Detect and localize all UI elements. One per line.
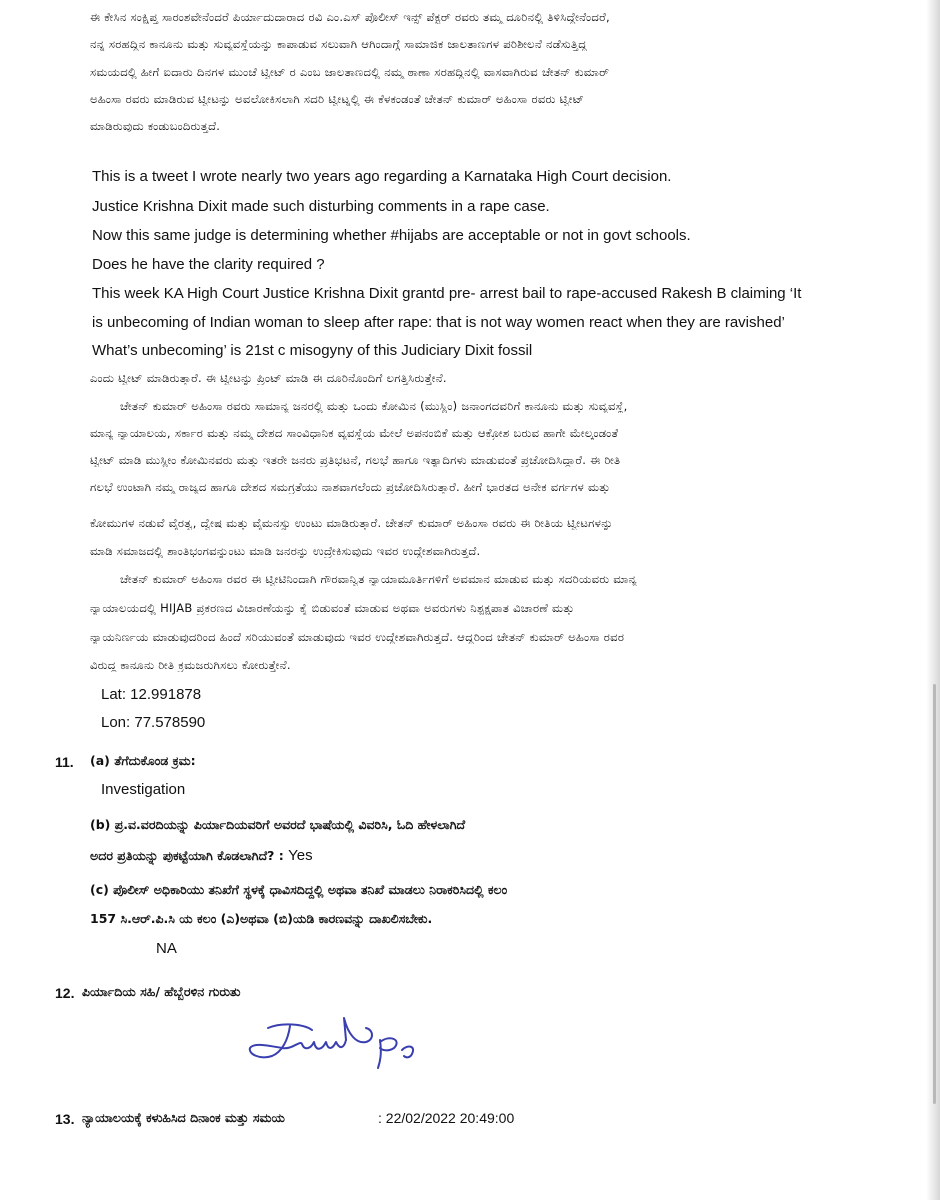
section-11b-label: (b) ಪ್ರ.ವ.ವರದಿಯನ್ನು ಪಿರ್ಯಾದಿಯವರಿಗೆ ಅವರದೆ ಭಾಷೆಯಲ್ಲಿ ವಿವರಿಸಿ, ಓದಿ ಹೇಳಲಾಗಿದೆ xyxy=(90,817,466,832)
section-11c-label-2: 157 ಸಿ.ಆರ್.ಪಿ.ಸಿ ಯ ಕಲಂ (ಎ)ಅಥವಾ (ಬಿ)ಯಡಿ ಕಾರಣವನ್ನು ದಾಖಲಿಸಬೇಕು. xyxy=(90,911,433,926)
tweet-text-line: Now this same judge is determining whether #hijabs are acceptable or not in govt schools. xyxy=(92,227,691,244)
section-11a-value: Investigation xyxy=(101,781,186,798)
section-11b-value: Yes xyxy=(288,847,313,864)
complainant-signature xyxy=(230,1010,430,1080)
latitude: Lat: 12.991878 xyxy=(101,686,202,703)
signature-strokes xyxy=(250,1018,413,1068)
section-11c-value: NA xyxy=(156,940,177,957)
kannada-para2-line: ಗಲಭೆ ಉಂಟಾಗಿ ನಮ್ಮ ರಾಜ್ಯದ ಹಾಗೂ ದೇಶದ ಸಮಗ್ರತೆಯು ನಾಶವಾಗಲೆಂದು ಪ್ರಚೋದಿಸಿರುತ್ತಾರೆ. ಹೀಗೆ ಭಾರತದ ಅನೇಕ ವರ್ಗಗಳ ಮತ್ತು xyxy=(90,482,611,494)
kannada-para3-line: ವಿರುದ್ಧ ಕಾನೂನು ರೀತಿ ಕ್ರಮಜರುಗಿಸಲು ಕೋರುತ್ತೇನೆ. xyxy=(90,660,291,672)
kannada-intro-line: ಈ ಕೇಸಿನ ಸಂಕ್ಷಿಪ್ತ ಸಾರಂಶವೇನೆಂದರೆ ಪಿರ್ಯಾದುದಾರಾದ ರವಿ ಎಂ.ಎಸ್ ಪೊಲೀಸ್ ಇನ್ಸ್ ಪೆಕ್ಟರ್ ರವರು ತಮ್ಮ ದೂರಿನಲ್ಲಿ ತಿಳಿಸಿದ್ದೇನೆಂದರೆ, xyxy=(90,12,610,24)
tweet-text-line: is unbecoming of Indian woman to sleep after rape: that is not way women react when they are ravished’ xyxy=(92,314,785,331)
kannada-para2-line: ಟ್ವೀಟ್ ಮಾಡಿ ಮುಸ್ಲೀಂ ಕೋಮಿನವರು ಮತ್ತು ಇತರೇ ಜನರು ಪ್ರತಿಭಟನೆ, ಗಲಭೆ ಹಾಗೂ ಇತ್ಯಾದಿಗಳು ಮಾಡುವಂತೆ ಪ್ರಚೋದಿಸಿದ್ದಾರೆ. ಈ ರೀತಿ xyxy=(90,455,621,467)
section-13-value: : 22/02/2022 20:49:00 xyxy=(378,1110,515,1126)
kannada-intro-line: ಅಹಿಂಸಾ ರವರು ಮಾಡಿರುವ ಟ್ವೀಟನ್ನು ಅವಲೋಕಿಸಲಾಗಿ ಸದರಿ ಟ್ವೀಟ್ನಲ್ಲಿ ಈ ಕೆಳಕಂಡಂತೆ ಚೇತನ್ ಕುಮಾರ್ ಅಹಿಂಸಾ ರವರು ಟ್ವೀಟ್ xyxy=(90,94,585,106)
section-13-label: ನ್ಯಾಯಾಲಯಕ್ಕೆ ಕಳುಹಿಸಿದ ದಿನಾಂಕ ಮತ್ತು ಸಮಯ xyxy=(82,1110,285,1125)
kannada-intro-line: ಸಮಯದಲ್ಲಿ ಹೀಗೆ ಐದಾರು ದಿನಗಳ ಮುಂಚೆ ಟ್ವೀಟ್ ರ ಎಂಬ ಜಾಲತಾಣದಲ್ಲಿ ನಮ್ಮ ಠಾಣಾ ಸರಹದ್ದಿನಲ್ಲಿ ವಾಸವಾಗಿರುವ ಚೇತನ್ ಕುಮಾರ್ xyxy=(90,67,610,79)
kannada-intro-line: ನನ್ನ ಸರಹದ್ದಿನ ಕಾನೂನು ಮತ್ತು ಸುವ್ಯವಸ್ಥೆಯನ್ನು ಕಾಪಾಡುವ ಸಲುವಾಗಿ ಆಗಿಂದಾಗ್ಗೆ ಸಾಮಾಜಿಕ ಜಾಲತಾಣಗಳ ಪರಿಶೀಲನೆ ನಡೆಸುತ್ತಿದ್ದ xyxy=(90,39,588,51)
tweet-text-line: This is a tweet I wrote nearly two years ago regarding a Karnataka High Court decision. xyxy=(92,168,672,185)
kannada-para3-line: ನ್ಯಾಯನಿರ್ಣಯ ಮಾಡುವುದರಿಂದ ಹಿಂದೆ ಸರಿಯುವಂತೆ ಮಾಡುವುದು ಇವರ ಉದ್ದೇಶವಾಗಿರುತ್ತದೆ. ಆದ್ದರಿಂದ ಚೇತನ್ ಕುಮಾರ್ ಅಹಿಂಸಾ ರವರ xyxy=(90,632,625,644)
tweet-text-line: What’s unbecoming’ is 21st c misogyny of this Judiciary Dixit fossil xyxy=(92,342,533,359)
section-11b-label-2 xyxy=(90,848,313,863)
section-11c-label: (c) ಪೊಲೀಸ್ ಅಧಿಕಾರಿಯು ತನಿಖೆಗೆ ಸ್ಥಳಕ್ಕೆ ಧಾವಿಸದಿದ್ದಲ್ಲಿ ಅಥವಾ ತನಿಖೆ ಮಾಡಲು ನಿರಾಕರಿಸಿದಲ್ಲಿ ಕಲಂ xyxy=(90,882,508,897)
kannada-para3-line: ನ್ಯಾಯಾಲಯದಲ್ಲಿ HIJAB ಪ್ರಕರಣದ ವಿಚಾರಣೆಯನ್ನು ಕೈ ಬಿಡುವಂತೆ ಮಾಡುವ ಅಥವಾ ಅವರುಗಳು ನಿಶ್ಪಕ್ಷಪಾತ ವಿಚಾರಣೆ ಮತ್ತು xyxy=(90,603,575,615)
section-11b-question: ಅದರ ಪ್ರತಿಯನ್ನು ಪುಕಟ್ಟೆಯಾಗಿ ಕೊಡಲಾಗಿದೆ? : xyxy=(90,848,284,863)
section-11-number: 11. xyxy=(55,754,74,770)
kannada-para2-line: ಚೇತನ್ ಕುಮಾರ್ ಅಹಿಂಸಾ ರವರು ಸಾಮಾನ್ಯ ಜನರಲ್ಲಿ ಮತ್ತು ಒಂದು ಕೋಮಿನ (ಮುಸ್ಲಿಂ) ಜನಾಂಗದವರಿಗೆ ಕಾನೂನು ಮತ್ತು ಸುವ್ಯವಸ್ಥೆ, xyxy=(120,401,628,413)
section-12-label: ಪಿರ್ಯಾದಿಯ ಸಹಿ/ ಹೆಬ್ಬೆರಳಿನ ಗುರುತು xyxy=(82,984,241,999)
section-12-number: 12. xyxy=(55,985,75,1001)
tweet-text-line: This week KA High Court Justice Krishna Dixit grantd pre- arrest bail to rape-accused Rakesh B claiming ‘It xyxy=(92,285,802,302)
kannada-para2-line: ಮಾನ್ಯ ನ್ಯಾಯಾಲಯ, ಸರ್ಕಾರ ಮತ್ತು ನಮ್ಮ ದೇಶದ ಸಾಂವಿಧಾನಿಕ ವ್ಯವಸ್ಥೆಯ ಮೇಲೆ ಅಪನಂಬಿಕೆ ಮತ್ತು ಆಕ್ರೋಶ ಬರುವ ಹಾಗೇ ಮೇಲ್ಕಂಡಂತೆ xyxy=(90,428,619,440)
kannada-intro-line: ಮಾಡಿರುವುದು ಕಂಡುಬಂದಿರುತ್ತದೆ. xyxy=(90,121,221,133)
tweet-text-line: Does he have the clarity required ? xyxy=(92,256,325,273)
kannada-para2-line: ಮಾಡಿ ಸಮಾಜದಲ್ಲಿ ಶಾಂತಿಭಂಗವನ್ನುಂಟು ಮಾಡಿ ಜನರನ್ನು ಉದ್ರೇಕಿಸುವುದು ಇವರ ಉದ್ದೇಶವಾಗಿರುತ್ತದೆ. xyxy=(90,546,481,558)
section-13-number: 13. xyxy=(55,1111,75,1127)
kannada-after-tweet: ಎಂದು ಟ್ವೀಟ್ ಮಾಡಿರುತ್ತಾರೆ. ಈ ಟ್ವೀಟನ್ನು ಪ್ರಿಂಟ್ ಮಾಡಿ ಈ ದೂರಿನೊಂದಿಗೆ ಲಗತ್ತಿಸಿರುತ್ತೇನೆ. xyxy=(90,373,447,385)
tweet-text-line: Justice Krishna Dixit made such disturbing comments in a rape case. xyxy=(92,198,550,215)
longitude: Lon: 77.578590 xyxy=(101,714,206,731)
scrollbar[interactable] xyxy=(933,684,936,1104)
kannada-para3-line: ಚೇತನ್ ಕುಮಾರ್ ಅಹಿಂಸಾ ರವರ ಈ ಟ್ವೀಟಿನಿಂದಾಗಿ ಗೌರವಾನ್ವಿತ ನ್ಯಾಯಾಮೂರ್ತಿಗಳಿಗೆ ಅವಮಾನ ಮಾಡುವ ಮತ್ತು ಸದರಿಯವರು ಮಾನ್ಯ xyxy=(120,574,637,586)
section-11a-label: (a) ತೆಗೆದುಕೊಂಡ ಕ್ರಮ: xyxy=(90,753,196,768)
kannada-para2-line: ಕೋಮುಗಳ ನಡುವೆ ವೈರತ್ವ, ದ್ವೇಷ ಮತ್ತು ವೈಮನಸ್ಸು ಉಂಟು ಮಾಡಿರುತ್ತಾರೆ. ಚೇತನ್ ಕುಮಾರ್ ಅಹಿಂಸಾ ರವರು ಈ ರೀತಿಯ ಟ್ವೀಟಗಳನ್ನು xyxy=(90,518,614,530)
